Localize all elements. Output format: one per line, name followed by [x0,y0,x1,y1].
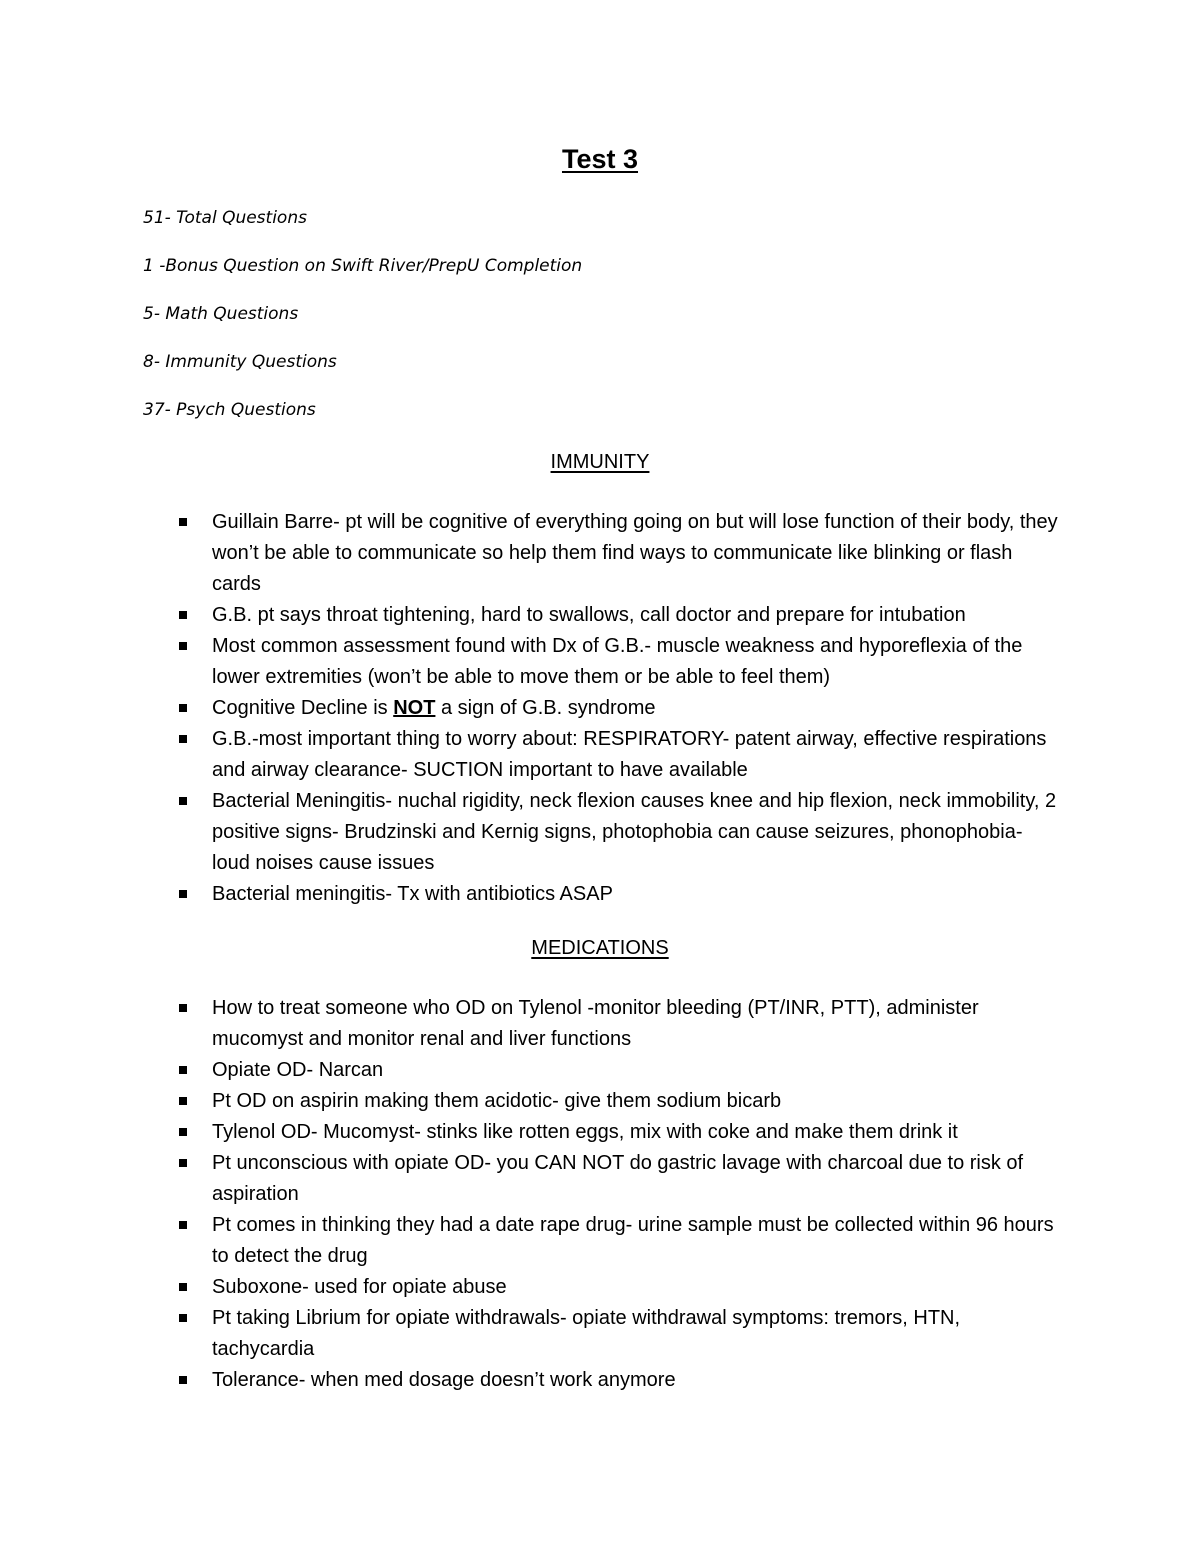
list-item-text-after: a sign of G.B. syndrome [435,697,656,719]
summary-line: 51- Total Questions [143,208,307,228]
summary-line: 8- Immunity Questions [143,352,337,372]
square-bullet-icon [179,1097,187,1105]
summary-line: 37- Psych Questions [143,400,316,420]
list-item-text: Pt taking Librium for opiate withdrawals- opiate withdrawal symptoms: tremors, HTN, tachycardia [212,1307,961,1360]
list-item [212,1086,1062,1117]
list-item-text: Opiate OD- Narcan [212,1059,384,1081]
list-item [212,1148,1062,1210]
list-item [212,1055,1062,1086]
list-item-text-before: Cognitive Decline is [212,697,394,719]
square-bullet-icon [179,704,187,712]
list-item [212,724,1062,786]
list-item-text: Pt OD on aspirin making them acidotic- give them sodium bicarb [212,1090,782,1112]
list-item [212,1303,1062,1365]
list-item-text: How to treat someone who OD on Tylenol -monitor bleeding (PT/INR, PTT), administer mucomyst and monitor renal and liver functions [212,997,979,1050]
immunity-list [212,507,1062,910]
square-bullet-icon [179,735,187,743]
list-item-text: Pt unconscious with opiate OD- you CAN NOT do gastric lavage with charcoal due to risk of aspiration [212,1152,1024,1205]
square-bullet-icon [179,642,187,650]
list-item [212,786,1062,879]
list-item [212,1210,1062,1272]
list-item-text: Bacterial Meningitis- nuchal rigidity, neck flexion causes knee and hip flexion, neck immobility, 2 positive signs- Brudzinski and Kernig signs, photophobia can cause seizures, phonophobia- loud noises cause issues [212,790,1057,874]
summary-line: 5- Math Questions [143,304,299,324]
square-bullet-icon [179,1159,187,1167]
list-item-text: Bacterial meningitis- Tx with antibiotics ASAP [212,883,613,905]
immunity-heading: IMMUNITY [550,451,650,473]
list-item [212,693,1062,724]
square-bullet-icon [179,1066,187,1074]
square-bullet-icon [179,890,187,898]
medications-list [212,993,1062,1396]
list-item [212,879,1062,910]
square-bullet-icon [179,1128,187,1136]
list-item-text: Suboxone- used for opiate abuse [212,1276,507,1298]
square-bullet-icon [179,797,187,805]
square-bullet-icon [179,611,187,619]
square-bullet-icon [179,1283,187,1291]
square-bullet-icon [179,518,187,526]
list-item-text: Tylenol OD- Mucomyst- stinks like rotten eggs, mix with coke and make them drink it [212,1121,958,1143]
square-bullet-icon [179,1376,187,1384]
list-item [212,507,1062,600]
list-item [212,600,1062,631]
list-item-text: Tolerance- when med dosage doesn’t work anymore [212,1369,676,1391]
list-item [212,1117,1062,1148]
list-item-text: G.B. pt says throat tightening, hard to swallows, call doctor and prepare for intubation [212,604,966,626]
square-bullet-icon [179,1004,187,1012]
list-item [212,1365,1062,1396]
list-item [212,993,1062,1055]
list-item-text: Most common assessment found with Dx of G.B.- muscle weakness and hyporeflexia of the lower extremities (won’t be able to move them or be able to feel them) [212,635,1023,688]
square-bullet-icon [179,1314,187,1322]
emphasis-not: NOT [393,697,436,719]
medications-heading: MEDICATIONS [531,937,669,959]
square-bullet-icon [179,1221,187,1229]
list-item [212,631,1062,693]
summary-line: 1 -Bonus Question on Swift River/PrepU Completion [143,256,583,276]
list-item-text: Guillain Barre- pt will be cognitive of everything going on but will lose function of their body, they won’t be able to communicate so help them find ways to communicate like blinking or flash cards [212,511,1058,595]
list-item-text: Pt comes in thinking they had a date rape drug- urine sample must be collected within 96 hours to detect the drug [212,1214,1054,1267]
question-summary-list [143,205,582,445]
page-title: Test 3 [561,144,639,174]
list-item [212,1272,1062,1303]
list-item-text: G.B.-most important thing to worry about: RESPIRATORY- patent airway, effective respirations and airway clearance- SUCTION important to have available [212,728,1047,781]
